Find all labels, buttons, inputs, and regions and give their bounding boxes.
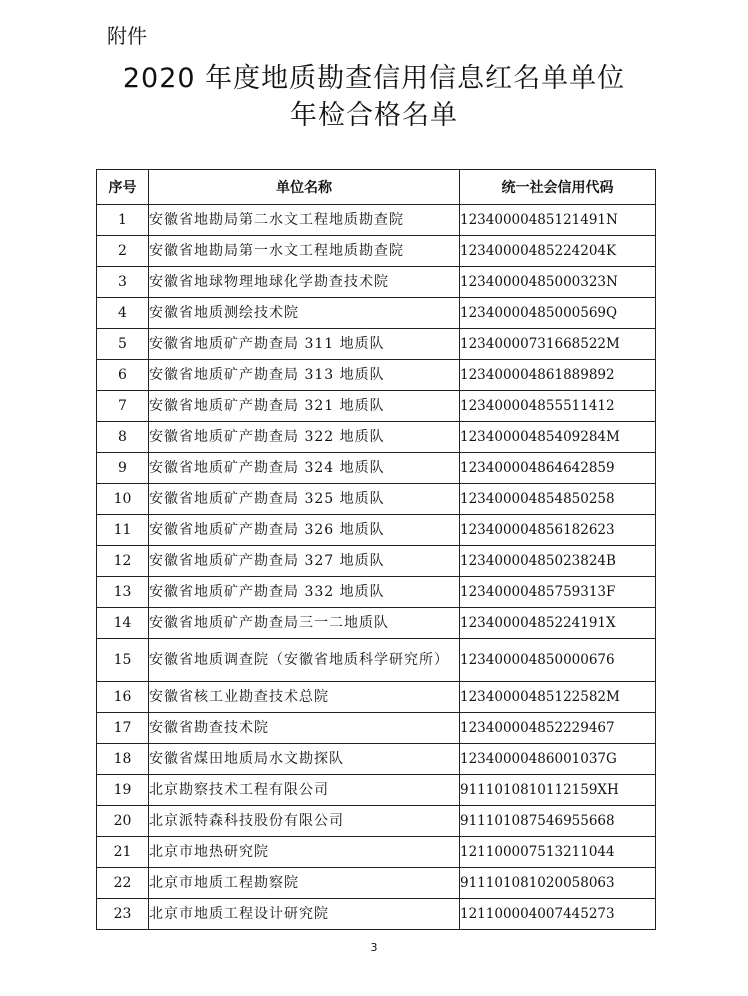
- row-seq: 11: [97, 515, 149, 546]
- row-unit-name: 安徽省地质矿产勘查局 326 地质队: [149, 515, 460, 546]
- row-credit-code: 123400004861889892: [460, 360, 656, 391]
- row-unit-name: 安徽省地质矿产勘查局 321 地质队: [149, 391, 460, 422]
- row-credit-code: 12340000485122582M: [460, 682, 656, 713]
- table-row: [97, 298, 656, 329]
- column-header-name: 单位名称: [149, 170, 460, 205]
- row-credit-code: 121100004007445273: [460, 899, 656, 930]
- row-seq: 4: [97, 298, 149, 329]
- row-credit-code: 12340000485224204K: [460, 236, 656, 267]
- row-unit-name: 安徽省地勘局第一水文工程地质勘查院: [149, 236, 460, 267]
- row-seq: 5: [97, 329, 149, 360]
- table-row: [97, 837, 656, 868]
- row-credit-code: 911101087546955668: [460, 806, 656, 837]
- row-unit-name: 北京派特森科技股份有限公司: [149, 806, 460, 837]
- row-credit-code: 12340000485759313F: [460, 577, 656, 608]
- row-credit-code: 12340000485409284M: [460, 422, 656, 453]
- row-unit-name: 安徽省地球物理地球化学勘查技术院: [149, 267, 460, 298]
- attachment-label: 附件: [107, 24, 147, 48]
- row-seq: 9: [97, 453, 149, 484]
- row-credit-code: 123400004852229467: [460, 713, 656, 744]
- table-row: [97, 422, 656, 453]
- row-credit-code: 12340000485224191X: [460, 608, 656, 639]
- column-header-code: 统一社会信用代码: [460, 170, 656, 205]
- row-credit-code: 12340000485121491N: [460, 205, 656, 236]
- table-row: [97, 775, 656, 806]
- row-credit-code: 123400004856182623: [460, 515, 656, 546]
- row-unit-name: 安徽省地质调查院（安徽省地质科学研究所）: [149, 639, 460, 682]
- row-unit-name: 北京市地质工程勘察院: [149, 868, 460, 899]
- row-seq: 8: [97, 422, 149, 453]
- row-seq: 12: [97, 546, 149, 577]
- table-row: [97, 360, 656, 391]
- row-credit-code: 121100007513211044: [460, 837, 656, 868]
- table-row: [97, 453, 656, 484]
- row-seq: 18: [97, 744, 149, 775]
- row-seq: 2: [97, 236, 149, 267]
- document-title-line-1: 2020 年度地质勘查信用信息红名单单位: [122, 63, 626, 94]
- row-credit-code: 123400004850000676: [460, 639, 656, 682]
- row-seq: 16: [97, 682, 149, 713]
- table-row: [97, 329, 656, 360]
- table-row: [97, 639, 656, 682]
- row-seq: 6: [97, 360, 149, 391]
- row-seq: 19: [97, 775, 149, 806]
- table-row: [97, 577, 656, 608]
- row-credit-code: 9111010810112159XH: [460, 775, 656, 806]
- row-seq: 17: [97, 713, 149, 744]
- table-row: [97, 713, 656, 744]
- row-seq: 10: [97, 484, 149, 515]
- row-seq: 3: [97, 267, 149, 298]
- row-credit-code: 12340000485000323N: [460, 267, 656, 298]
- table-header-row: [97, 170, 656, 205]
- row-unit-name: 安徽省勘查技术院: [149, 713, 460, 744]
- row-unit-name: 安徽省地质矿产勘查局 311 地质队: [149, 329, 460, 360]
- table-row: [97, 267, 656, 298]
- table-row: [97, 205, 656, 236]
- red-list-table: [96, 169, 656, 930]
- row-credit-code: 123400004854850258: [460, 484, 656, 515]
- row-credit-code: 12340000485023824B: [460, 546, 656, 577]
- row-unit-name: 安徽省地质矿产勘查局 325 地质队: [149, 484, 460, 515]
- row-unit-name: 安徽省煤田地质局水文勘探队: [149, 744, 460, 775]
- table-row: [97, 236, 656, 267]
- row-seq: 13: [97, 577, 149, 608]
- table-row: [97, 391, 656, 422]
- row-credit-code: 12340000731668522M: [460, 329, 656, 360]
- row-seq: 21: [97, 837, 149, 868]
- row-credit-code: 12340000485000569Q: [460, 298, 656, 329]
- column-header-seq: 序号: [97, 170, 149, 205]
- row-unit-name: 北京市地质工程设计研究院: [149, 899, 460, 930]
- page-number: 3: [370, 941, 378, 954]
- table-row: [97, 806, 656, 837]
- row-unit-name: 安徽省地勘局第二水文工程地质勘查院: [149, 205, 460, 236]
- row-unit-name: 安徽省地质矿产勘查局 313 地质队: [149, 360, 460, 391]
- row-unit-name: 安徽省地质矿产勘查局 332 地质队: [149, 577, 460, 608]
- row-unit-name: 安徽省地质矿产勘查局 324 地质队: [149, 453, 460, 484]
- row-credit-code: 123400004855511412: [460, 391, 656, 422]
- row-credit-code: 123400004864642859: [460, 453, 656, 484]
- row-seq: 7: [97, 391, 149, 422]
- row-credit-code: 911101081020058063: [460, 868, 656, 899]
- table-row: [97, 899, 656, 930]
- table-row: [97, 515, 656, 546]
- table-row: [97, 744, 656, 775]
- row-seq: 20: [97, 806, 149, 837]
- row-unit-name: 安徽省地质矿产勘查局三一二地质队: [149, 608, 460, 639]
- row-seq: 1: [97, 205, 149, 236]
- row-unit-name: 安徽省地质矿产勘查局 327 地质队: [149, 546, 460, 577]
- row-seq: 14: [97, 608, 149, 639]
- table-row: [97, 546, 656, 577]
- row-unit-name: 北京勘察技术工程有限公司: [149, 775, 460, 806]
- table-row: [97, 608, 656, 639]
- row-unit-name: 安徽省地质矿产勘查局 322 地质队: [149, 422, 460, 453]
- table-row: [97, 868, 656, 899]
- row-credit-code: 12340000486001037G: [460, 744, 656, 775]
- row-unit-name: 安徽省地质测绘技术院: [149, 298, 460, 329]
- row-seq: 15: [97, 639, 149, 682]
- table-row: [97, 682, 656, 713]
- document-title-line-2: 年检合格名单: [290, 100, 458, 131]
- row-seq: 22: [97, 868, 149, 899]
- row-unit-name: 安徽省核工业勘查技术总院: [149, 682, 460, 713]
- table-row: [97, 484, 656, 515]
- row-seq: 23: [97, 899, 149, 930]
- row-unit-name: 北京市地热研究院: [149, 837, 460, 868]
